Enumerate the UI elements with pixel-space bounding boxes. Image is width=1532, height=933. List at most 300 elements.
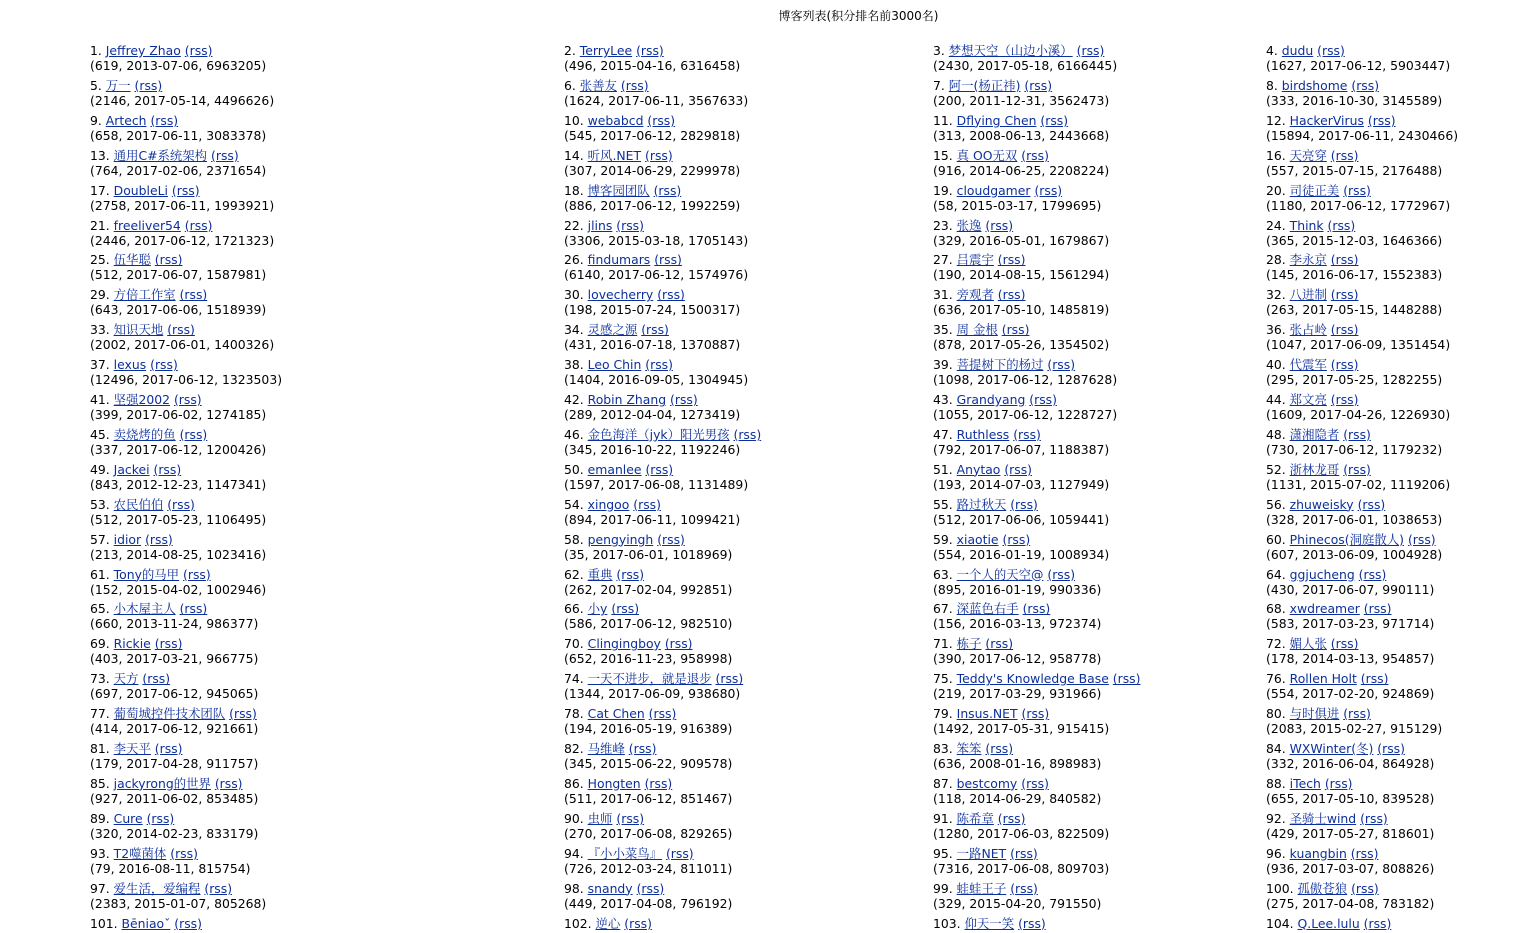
- blog-name-link[interactable]: 陈希章: [956, 810, 994, 826]
- blog-name-link[interactable]: 仰天一笑: [964, 915, 1015, 931]
- blog-name-link[interactable]: 代震军: [1289, 357, 1327, 373]
- rss-link[interactable]: (rss): [654, 252, 682, 268]
- blog-name-link[interactable]: 八进制: [1289, 287, 1327, 303]
- rss-link[interactable]: (rss): [171, 182, 200, 198]
- blog-name-link[interactable]: 笨笨: [956, 741, 982, 756]
- rss-link[interactable]: (rss): [1010, 845, 1038, 861]
- blog-entry: [564, 881, 732, 911]
- blog-entry-title-line: [1266, 427, 1371, 442]
- rss-link[interactable]: (rss): [1330, 147, 1359, 163]
- blog-name-link[interactable]: Grandyang: [956, 392, 1026, 407]
- blog-name-link[interactable]: kuangbin: [1289, 845, 1347, 861]
- blog-entry: [933, 636, 1101, 666]
- rss-link[interactable]: (rss): [1002, 531, 1031, 547]
- blog-name-link[interactable]: findumars: [587, 252, 651, 268]
- rss-link[interactable]: (rss): [1001, 322, 1030, 338]
- blog-name-link[interactable]: HackerVirus: [1289, 112, 1364, 128]
- blog-entry: [1266, 497, 1442, 527]
- blog-name-link[interactable]: Anytao: [956, 461, 1001, 477]
- blog-entry-title-line: [1266, 497, 1385, 512]
- blog-name-link[interactable]: webabcd: [587, 112, 644, 128]
- rss-link[interactable]: (rss): [985, 217, 1014, 233]
- blog-stats: (895, 2016-01-19, 990336): [933, 581, 1102, 597]
- rss-link[interactable]: (rss): [154, 636, 183, 652]
- blog-rank: 90.: [564, 810, 584, 826]
- rss-link[interactable]: (rss): [1363, 601, 1392, 617]
- rss-link[interactable]: (rss): [1330, 252, 1359, 268]
- blog-stats: (927, 2011-06-02, 853485): [90, 790, 259, 806]
- blog-entry-title-line: [1266, 532, 1436, 547]
- blog-entry: [933, 357, 1117, 387]
- blog-name-link[interactable]: 听风.NET: [587, 147, 642, 163]
- blog-name-link[interactable]: 真 OO无双: [956, 147, 1018, 163]
- rss-link[interactable]: (rss): [1330, 322, 1359, 338]
- blog-name-link[interactable]: Ruthless: [956, 426, 1010, 442]
- rss-link[interactable]: (rss): [648, 706, 677, 722]
- blog-name-link[interactable]: 郑文亮: [1289, 392, 1327, 407]
- rss-link[interactable]: (rss): [616, 566, 645, 582]
- blog-entry-title-line: [564, 427, 761, 442]
- blog-entry: [564, 671, 743, 701]
- blog-name-link[interactable]: ggjucheng: [1289, 566, 1355, 582]
- blog-name-link[interactable]: 张善友: [579, 77, 617, 93]
- rss-link[interactable]: (rss): [1029, 392, 1057, 407]
- blog-name-link[interactable]: 圣骑士wind: [1289, 810, 1357, 826]
- blog-name-link[interactable]: Q.Lee.lulu: [1297, 915, 1360, 931]
- rss-link[interactable]: (rss): [1024, 77, 1053, 93]
- rss-link[interactable]: (rss): [645, 147, 673, 163]
- rss-link[interactable]: (rss): [1324, 775, 1353, 791]
- blog-entry-title-line: [933, 706, 1049, 721]
- blog-entry-title-line: [1266, 357, 1358, 372]
- blog-name-link[interactable]: TerryLee: [579, 43, 633, 58]
- blog-stats: (178, 2014-03-13, 954857): [1266, 651, 1435, 667]
- rss-link[interactable]: (rss): [1327, 217, 1356, 233]
- blog-name-link[interactable]: Teddy's Knowledge Base: [956, 671, 1109, 687]
- rss-link[interactable]: (rss): [653, 182, 682, 198]
- blog-rank: 46.: [564, 426, 584, 442]
- blog-rank: 58.: [564, 531, 584, 547]
- rss-link[interactable]: (rss): [620, 77, 649, 93]
- blog-entry: [564, 322, 740, 352]
- rss-link[interactable]: (rss): [170, 845, 198, 861]
- blog-entry-title-line: [564, 322, 669, 337]
- blog-stats: (697, 2017-06-12, 945065): [90, 686, 259, 702]
- blog-name-link[interactable]: 知识天地: [113, 322, 164, 338]
- blog-entry: [933, 706, 1109, 736]
- blog-name-link[interactable]: 潇湘隐者: [1289, 426, 1340, 442]
- blog-name-link[interactable]: 金色海洋（jyk）阳光男孩: [587, 426, 730, 442]
- rss-link[interactable]: (rss): [633, 496, 661, 512]
- blog-rank: 27.: [933, 252, 953, 268]
- blog-entry: [1266, 846, 1434, 876]
- blog-name-link[interactable]: bestcomy: [956, 775, 1018, 791]
- blog-name-link[interactable]: 逆心: [595, 915, 621, 931]
- blog-stats: (449, 2017-04-08, 796192): [564, 895, 733, 911]
- rss-link[interactable]: (rss): [1358, 566, 1387, 582]
- rss-link[interactable]: (rss): [1047, 357, 1076, 373]
- rss-link[interactable]: (rss): [1343, 182, 1371, 198]
- rss-link[interactable]: (rss): [1343, 461, 1371, 477]
- blog-name-link[interactable]: 李天平: [113, 741, 151, 756]
- rss-link[interactable]: (rss): [1010, 880, 1038, 896]
- rss-link[interactable]: (rss): [1367, 112, 1396, 128]
- blog-name-link[interactable]: lexus: [113, 357, 147, 373]
- rss-link[interactable]: (rss): [154, 252, 183, 268]
- blog-stats: (35, 2017-06-01, 1018969): [564, 546, 733, 562]
- rss-link[interactable]: (rss): [150, 112, 179, 128]
- rss-link[interactable]: (rss): [1351, 77, 1380, 93]
- blog-entry: [1266, 601, 1434, 631]
- blog-name-link[interactable]: Leo Chin: [587, 357, 642, 373]
- blog-name-link[interactable]: Bēniaoˇ: [121, 915, 171, 931]
- blog-name-link[interactable]: 坚强2002: [113, 392, 170, 407]
- blog-entry: [90, 497, 266, 527]
- blog-name-link[interactable]: 农民伯伯: [113, 496, 164, 512]
- rss-link[interactable]: (rss): [173, 392, 202, 407]
- blog-entry-title-line: [90, 357, 178, 372]
- blog-stats: (936, 2017-03-07, 808826): [1266, 860, 1435, 876]
- blog-name-link[interactable]: 路过秋天: [956, 496, 1007, 512]
- blog-name-link[interactable]: 张占岭: [1289, 322, 1327, 338]
- blog-stats: (916, 2014-06-25, 2208224): [933, 162, 1110, 178]
- blog-entry: [1266, 148, 1442, 178]
- blog-stats: (894, 2017-06-11, 1099421): [564, 511, 741, 527]
- blog-name-link[interactable]: 一个人的天空@: [956, 566, 1044, 582]
- rss-link[interactable]: (rss): [1040, 112, 1069, 128]
- blog-rank: 67.: [933, 601, 953, 617]
- blog-name-link[interactable]: 菩提树下的杨过: [956, 357, 1044, 373]
- blog-entry-title-line: [90, 671, 170, 686]
- blog-name-link[interactable]: 孤傲苍狼: [1297, 880, 1348, 896]
- blog-name-link[interactable]: cloudgamer: [956, 182, 1031, 198]
- blog-name-link[interactable]: 虫师: [587, 810, 613, 826]
- rss-link[interactable]: (rss): [153, 461, 182, 477]
- blog-name-link[interactable]: Phinecos(洞庭散人): [1289, 531, 1404, 547]
- rss-link[interactable]: (rss): [670, 392, 698, 407]
- blog-name-link[interactable]: freeliver54: [113, 217, 181, 233]
- blog-entry: [90, 916, 202, 931]
- blog-entry-title-line: [1266, 706, 1371, 721]
- blog-entry: [564, 462, 748, 492]
- blog-rank: 74.: [564, 671, 584, 687]
- rss-link[interactable]: (rss): [1377, 741, 1405, 756]
- blog-name-link[interactable]: 浙林龙哥: [1289, 461, 1340, 477]
- blog-name-link[interactable]: xingoo: [587, 496, 630, 512]
- blog-name-link[interactable]: 天亮穿: [1289, 147, 1327, 163]
- blog-name-link[interactable]: Artech: [105, 112, 147, 128]
- blog-rank: 85.: [90, 775, 110, 791]
- rss-link[interactable]: (rss): [647, 112, 676, 128]
- blog-name-link[interactable]: emanlee: [587, 461, 642, 477]
- blog-name-link[interactable]: jackyrong的世界: [113, 775, 211, 791]
- rss-link[interactable]: (rss): [997, 287, 1026, 303]
- blog-name-link[interactable]: 阿一(杨正祎): [948, 77, 1021, 93]
- blog-name-link[interactable]: zhuweisky: [1289, 496, 1354, 512]
- blog-name-link[interactable]: 卖烧烤的鱼: [113, 426, 176, 442]
- rss-link[interactable]: (rss): [1330, 392, 1359, 407]
- blog-name-link[interactable]: snandy: [587, 880, 633, 896]
- blog-name-link[interactable]: Insus.NET: [956, 706, 1018, 722]
- blog-rank: 78.: [564, 706, 584, 722]
- rss-link[interactable]: (rss): [167, 496, 195, 512]
- blog-name-link[interactable]: 蛙蛙王子: [956, 880, 1007, 896]
- blog-entry: [933, 322, 1109, 352]
- rss-link[interactable]: (rss): [1021, 147, 1049, 163]
- blog-entry: [90, 741, 258, 771]
- blog-name-link[interactable]: idior: [113, 531, 142, 547]
- rss-link[interactable]: (rss): [1004, 461, 1033, 477]
- blog-rank: 86.: [564, 775, 584, 791]
- blog-entry-title-line: [1266, 916, 1391, 931]
- blog-name-link[interactable]: 伍华聪: [113, 252, 151, 268]
- blog-name-link[interactable]: 通用C#系统架构: [113, 147, 208, 163]
- blog-name-link[interactable]: lovecherry: [587, 287, 654, 303]
- blog-name-link[interactable]: 天方: [113, 671, 139, 687]
- rss-link[interactable]: (rss): [1407, 531, 1436, 547]
- rss-link[interactable]: (rss): [616, 217, 644, 233]
- blog-name-link[interactable]: Jeffrey Zhao: [105, 43, 181, 58]
- blog-rank: 19.: [933, 182, 953, 198]
- blog-name-link[interactable]: 周 金根: [956, 322, 998, 338]
- blog-rank: 100.: [1266, 880, 1294, 896]
- rss-link[interactable]: (rss): [174, 915, 202, 931]
- rss-link[interactable]: (rss): [665, 845, 694, 861]
- blog-entry: [564, 532, 732, 562]
- blog-stats: (607, 2013-06-09, 1004928): [1266, 546, 1443, 562]
- rss-link[interactable]: (rss): [645, 461, 674, 477]
- rss-link[interactable]: (rss): [636, 43, 664, 58]
- blog-name-link[interactable]: 『小小菜鸟』: [587, 845, 663, 861]
- blog-entry: [90, 671, 258, 701]
- blog-entry-title-line: [90, 322, 195, 337]
- blog-entry: [90, 462, 266, 492]
- blog-stats: (1131, 2015-07-02, 1119206): [1266, 476, 1451, 492]
- rss-link[interactable]: (rss): [1076, 43, 1105, 58]
- blog-entry: [1266, 916, 1391, 931]
- blog-entry: [564, 916, 652, 931]
- blog-stats: (118, 2014-06-29, 840582): [933, 790, 1102, 806]
- blog-name-link[interactable]: 小y: [587, 601, 608, 617]
- rss-link[interactable]: (rss): [1363, 915, 1392, 931]
- blog-name-link[interactable]: 灵感之源: [587, 322, 638, 338]
- blog-name-link[interactable]: Rickie: [113, 636, 151, 652]
- rss-link[interactable]: (rss): [1022, 601, 1051, 617]
- rss-link[interactable]: (rss): [644, 775, 673, 791]
- rss-link[interactable]: (rss): [1021, 706, 1050, 722]
- blog-name-link[interactable]: DoubleLi: [113, 182, 168, 198]
- blog-entry-title-line: [90, 148, 239, 163]
- rss-link[interactable]: (rss): [664, 636, 693, 652]
- blog-entry-title-line: [933, 881, 1038, 896]
- blog-name-link[interactable]: xiaotie: [956, 531, 999, 547]
- blog-stats: (1627, 2017-06-12, 5903447): [1266, 58, 1451, 73]
- rss-link[interactable]: (rss): [134, 77, 163, 93]
- blog-name-link[interactable]: pengyingh: [587, 531, 654, 547]
- blog-entry-title-line: [1266, 183, 1371, 198]
- blog-name-link[interactable]: 吕震宇: [956, 252, 994, 268]
- blog-stats: (213, 2014-08-25, 1023416): [90, 546, 267, 562]
- blog-name-link[interactable]: 栋子: [956, 636, 982, 652]
- rss-link[interactable]: (rss): [184, 217, 213, 233]
- blog-entry-title-line: [564, 113, 675, 128]
- blog-name-link[interactable]: 博客园团队: [587, 182, 650, 198]
- rss-link[interactable]: (rss): [624, 915, 652, 931]
- blog-name-link[interactable]: 旁观者: [956, 287, 994, 303]
- rss-link[interactable]: (rss): [645, 357, 673, 373]
- rss-link[interactable]: (rss): [1343, 706, 1371, 722]
- blog-name-link[interactable]: 与时俱进: [1289, 706, 1340, 722]
- rss-link[interactable]: (rss): [985, 741, 1014, 756]
- blog-name-link[interactable]: Cure: [113, 810, 143, 826]
- rss-link[interactable]: (rss): [146, 810, 175, 826]
- rss-link[interactable]: (rss): [1047, 566, 1076, 582]
- rss-link[interactable]: (rss): [611, 601, 640, 617]
- rss-link[interactable]: (rss): [229, 706, 257, 722]
- blog-stats: (557, 2015-07-15, 2176488): [1266, 162, 1443, 178]
- rss-link[interactable]: (rss): [150, 357, 178, 373]
- blog-name-link[interactable]: Robin Zhang: [587, 392, 667, 407]
- blog-stats: (2446, 2017-06-12, 1721323): [90, 232, 275, 248]
- rss-link[interactable]: (rss): [145, 531, 173, 547]
- rss-link[interactable]: (rss): [1034, 182, 1063, 198]
- rss-link[interactable]: (rss): [167, 322, 195, 338]
- rss-link[interactable]: (rss): [214, 775, 243, 791]
- blog-rank: 39.: [933, 357, 953, 373]
- rss-link[interactable]: (rss): [179, 426, 208, 442]
- blog-stats: (2146, 2017-05-14, 4496626): [90, 92, 275, 108]
- blog-entry: [933, 846, 1109, 876]
- rss-link[interactable]: (rss): [142, 671, 171, 687]
- blog-entry-title-line: [933, 636, 1013, 651]
- blog-entry: [1266, 567, 1434, 597]
- rss-link[interactable]: (rss): [1021, 775, 1049, 791]
- blog-name-link[interactable]: T2噬菌体: [113, 845, 167, 861]
- blog-entry: [933, 183, 1101, 213]
- blog-entry: [933, 392, 1117, 422]
- blog-name-link[interactable]: iTech: [1289, 775, 1321, 791]
- blog-stats: (2002, 2017-06-01, 1400326): [90, 337, 275, 353]
- blog-rank: 25.: [90, 252, 110, 268]
- blog-name-link[interactable]: WXWinter(冬): [1289, 741, 1374, 756]
- rss-link[interactable]: (rss): [204, 880, 233, 896]
- rss-link[interactable]: (rss): [211, 147, 239, 163]
- blog-entry-title-line: [1266, 148, 1358, 163]
- rss-link[interactable]: (rss): [154, 741, 183, 756]
- rss-link[interactable]: (rss): [184, 43, 213, 58]
- rss-link[interactable]: (rss): [1357, 496, 1386, 512]
- rss-link[interactable]: (rss): [179, 287, 208, 303]
- blog-name-link[interactable]: 爱生活，爱编程: [113, 880, 201, 896]
- blog-entry-title-line: [564, 252, 682, 267]
- rss-link[interactable]: (rss): [636, 880, 665, 896]
- blog-name-link[interactable]: 深蓝色右手: [956, 601, 1019, 617]
- blog-name-link[interactable]: Rollen Holt: [1289, 671, 1357, 687]
- blog-name-link[interactable]: 李永京: [1289, 252, 1327, 268]
- blog-name-link[interactable]: jlins: [587, 217, 613, 233]
- rss-link[interactable]: (rss): [657, 287, 685, 303]
- blog-entry: [90, 636, 258, 666]
- blog-name-link[interactable]: Hongten: [587, 775, 641, 791]
- rss-link[interactable]: (rss): [997, 810, 1026, 826]
- blog-name-link[interactable]: dudu: [1281, 43, 1314, 58]
- blog-name-link[interactable]: birdshome: [1281, 77, 1348, 93]
- blog-stats: (512, 2017-05-23, 1106495): [90, 511, 267, 527]
- blog-name-link[interactable]: Think: [1289, 217, 1324, 233]
- rss-link[interactable]: (rss): [1360, 810, 1388, 826]
- rss-link[interactable]: (rss): [715, 671, 744, 687]
- blog-name-link[interactable]: Clingingboy: [587, 636, 661, 652]
- blog-entry: [564, 183, 740, 213]
- blog-entry: [933, 462, 1109, 492]
- blog-name-link[interactable]: 一天不进步，就是退步: [587, 671, 712, 687]
- blog-entry: [1266, 218, 1442, 248]
- rss-link[interactable]: (rss): [657, 531, 685, 547]
- blog-stats: (429, 2017-05-27, 818601): [1266, 825, 1435, 841]
- blog-name-link[interactable]: 方倍工作室: [113, 287, 176, 303]
- rss-link[interactable]: (rss): [997, 252, 1026, 268]
- blog-name-link[interactable]: 万一: [105, 77, 131, 93]
- blog-name-link[interactable]: 司徒正美: [1289, 182, 1340, 198]
- blog-rank: 20.: [1266, 182, 1286, 198]
- rss-link[interactable]: (rss): [641, 322, 669, 338]
- blog-rank: 103.: [933, 915, 961, 931]
- blog-entry: [90, 601, 258, 631]
- rss-link[interactable]: (rss): [1360, 671, 1389, 687]
- blog-name-link[interactable]: Dflying Chen: [956, 112, 1037, 128]
- rss-link[interactable]: (rss): [733, 426, 762, 442]
- blog-name-link[interactable]: xwdreamer: [1289, 601, 1360, 617]
- rss-link[interactable]: (rss): [179, 601, 208, 617]
- rss-link[interactable]: (rss): [1112, 671, 1141, 687]
- rss-link[interactable]: (rss): [1330, 636, 1359, 652]
- blog-name-link[interactable]: 葡萄城控件技术团队: [113, 706, 226, 722]
- blog-stats: (190, 2014-08-15, 1561294): [933, 267, 1110, 283]
- blog-name-link[interactable]: 重典: [587, 566, 613, 582]
- rss-link[interactable]: (rss): [1018, 915, 1046, 931]
- rss-link[interactable]: (rss): [616, 810, 645, 826]
- blog-name-link[interactable]: 梦想天空（山边小溪）: [948, 43, 1073, 58]
- blog-name-link[interactable]: Tony的马甲: [113, 566, 180, 582]
- rss-link[interactable]: (rss): [1010, 496, 1038, 512]
- blog-name-link[interactable]: 张逸: [956, 217, 982, 233]
- rss-link[interactable]: (rss): [1317, 43, 1345, 58]
- rss-link[interactable]: (rss): [1013, 426, 1041, 442]
- rss-link[interactable]: (rss): [183, 566, 211, 582]
- rss-link[interactable]: (rss): [1351, 880, 1379, 896]
- rss-link[interactable]: (rss): [1350, 845, 1379, 861]
- blog-name-link[interactable]: Cat Chen: [587, 706, 645, 722]
- blog-name-link[interactable]: 小木屋主人: [113, 601, 176, 617]
- blog-entry-title-line: [933, 916, 1046, 931]
- rss-link[interactable]: (rss): [1330, 287, 1359, 303]
- blog-entry-title-line: [933, 43, 1104, 58]
- blog-name-link[interactable]: 媚人张: [1289, 636, 1327, 652]
- rss-link[interactable]: (rss): [628, 741, 657, 756]
- blog-name-link[interactable]: Jackei: [113, 461, 150, 477]
- blog-name-link[interactable]: 马维峰: [587, 741, 625, 756]
- blog-entry: [564, 78, 748, 108]
- blog-rank: 96.: [1266, 845, 1286, 861]
- blog-entry: [933, 113, 1109, 143]
- blog-entry: [1266, 252, 1442, 282]
- blog-entry: [564, 846, 732, 876]
- rss-link[interactable]: (rss): [1343, 426, 1371, 442]
- blog-stats: (58, 2015-03-17, 1799695): [933, 197, 1102, 213]
- blog-name-link[interactable]: 一路NET: [956, 845, 1007, 861]
- rss-link[interactable]: (rss): [1330, 357, 1359, 373]
- rss-link[interactable]: (rss): [985, 636, 1014, 652]
